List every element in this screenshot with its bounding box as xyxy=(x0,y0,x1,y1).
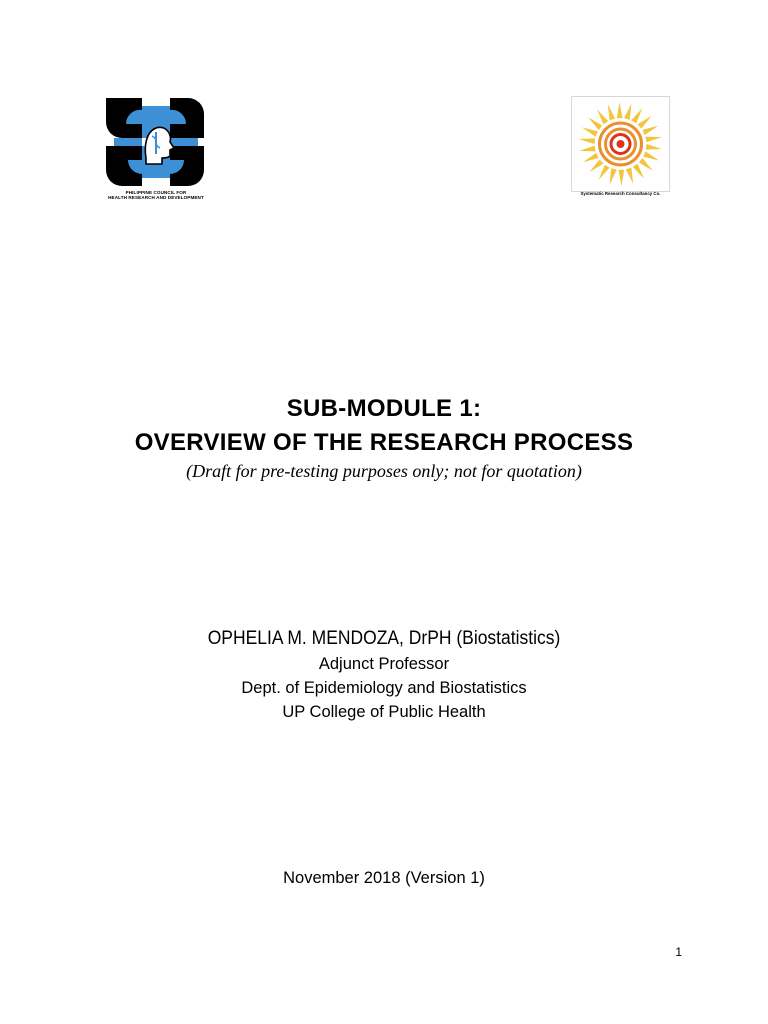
author-department: Dept. of Epidemiology and Biostatistics xyxy=(241,679,527,697)
sun-ray xyxy=(626,168,633,184)
draft-note: (Draft for pre-testing purposes only; not for quotation) xyxy=(186,461,582,481)
sun-ray xyxy=(610,168,617,184)
author-name: OPHELIA M. MENDOZA, DrPH (Biostatistics) xyxy=(207,628,561,649)
src-logo-frame xyxy=(571,96,670,192)
sun-emblem-icon xyxy=(572,97,669,191)
sun-ray xyxy=(589,159,603,172)
sun-ray xyxy=(579,146,595,152)
pchrd-logo xyxy=(96,96,216,201)
sun-ray xyxy=(642,126,658,135)
sun-ray xyxy=(638,116,652,129)
sun-ray xyxy=(599,165,610,180)
sun-ray xyxy=(643,151,659,160)
src-logo xyxy=(571,96,670,200)
sun-ray xyxy=(582,127,598,136)
module-title: SUB-MODULE 1: xyxy=(286,395,482,422)
author-position: Adjunct Professor xyxy=(318,655,450,673)
page-number: 1 xyxy=(675,945,682,959)
sun-ray xyxy=(617,102,623,118)
src-logo-caption: Systematic Research Consultancy Co. xyxy=(580,191,661,196)
sun-ray xyxy=(633,164,644,179)
pchrd-logo-caption: PHILIPPINE COUNCIL FOR HEALTH RESEARCH AND DEVELOPMENT xyxy=(108,190,204,200)
sun-ray xyxy=(588,117,602,130)
document-date: November 2018 (Version 1) xyxy=(283,869,485,887)
sun-ray xyxy=(579,138,595,144)
sun-ray xyxy=(639,158,653,171)
author-block xyxy=(0,626,768,724)
sun-ray xyxy=(624,103,631,119)
sun-ray xyxy=(583,153,599,162)
sun-ray xyxy=(618,170,624,186)
sun-ray xyxy=(608,104,615,120)
sun-ray xyxy=(597,109,608,124)
sun-ray xyxy=(646,144,662,150)
sun-ray xyxy=(631,108,642,123)
module-subtitle: OVERVIEW OF THE RESEARCH PROCESS xyxy=(134,429,634,456)
title-block xyxy=(0,392,768,482)
sun-ray xyxy=(645,137,661,143)
author-institution: UP College of Public Health xyxy=(282,703,486,721)
